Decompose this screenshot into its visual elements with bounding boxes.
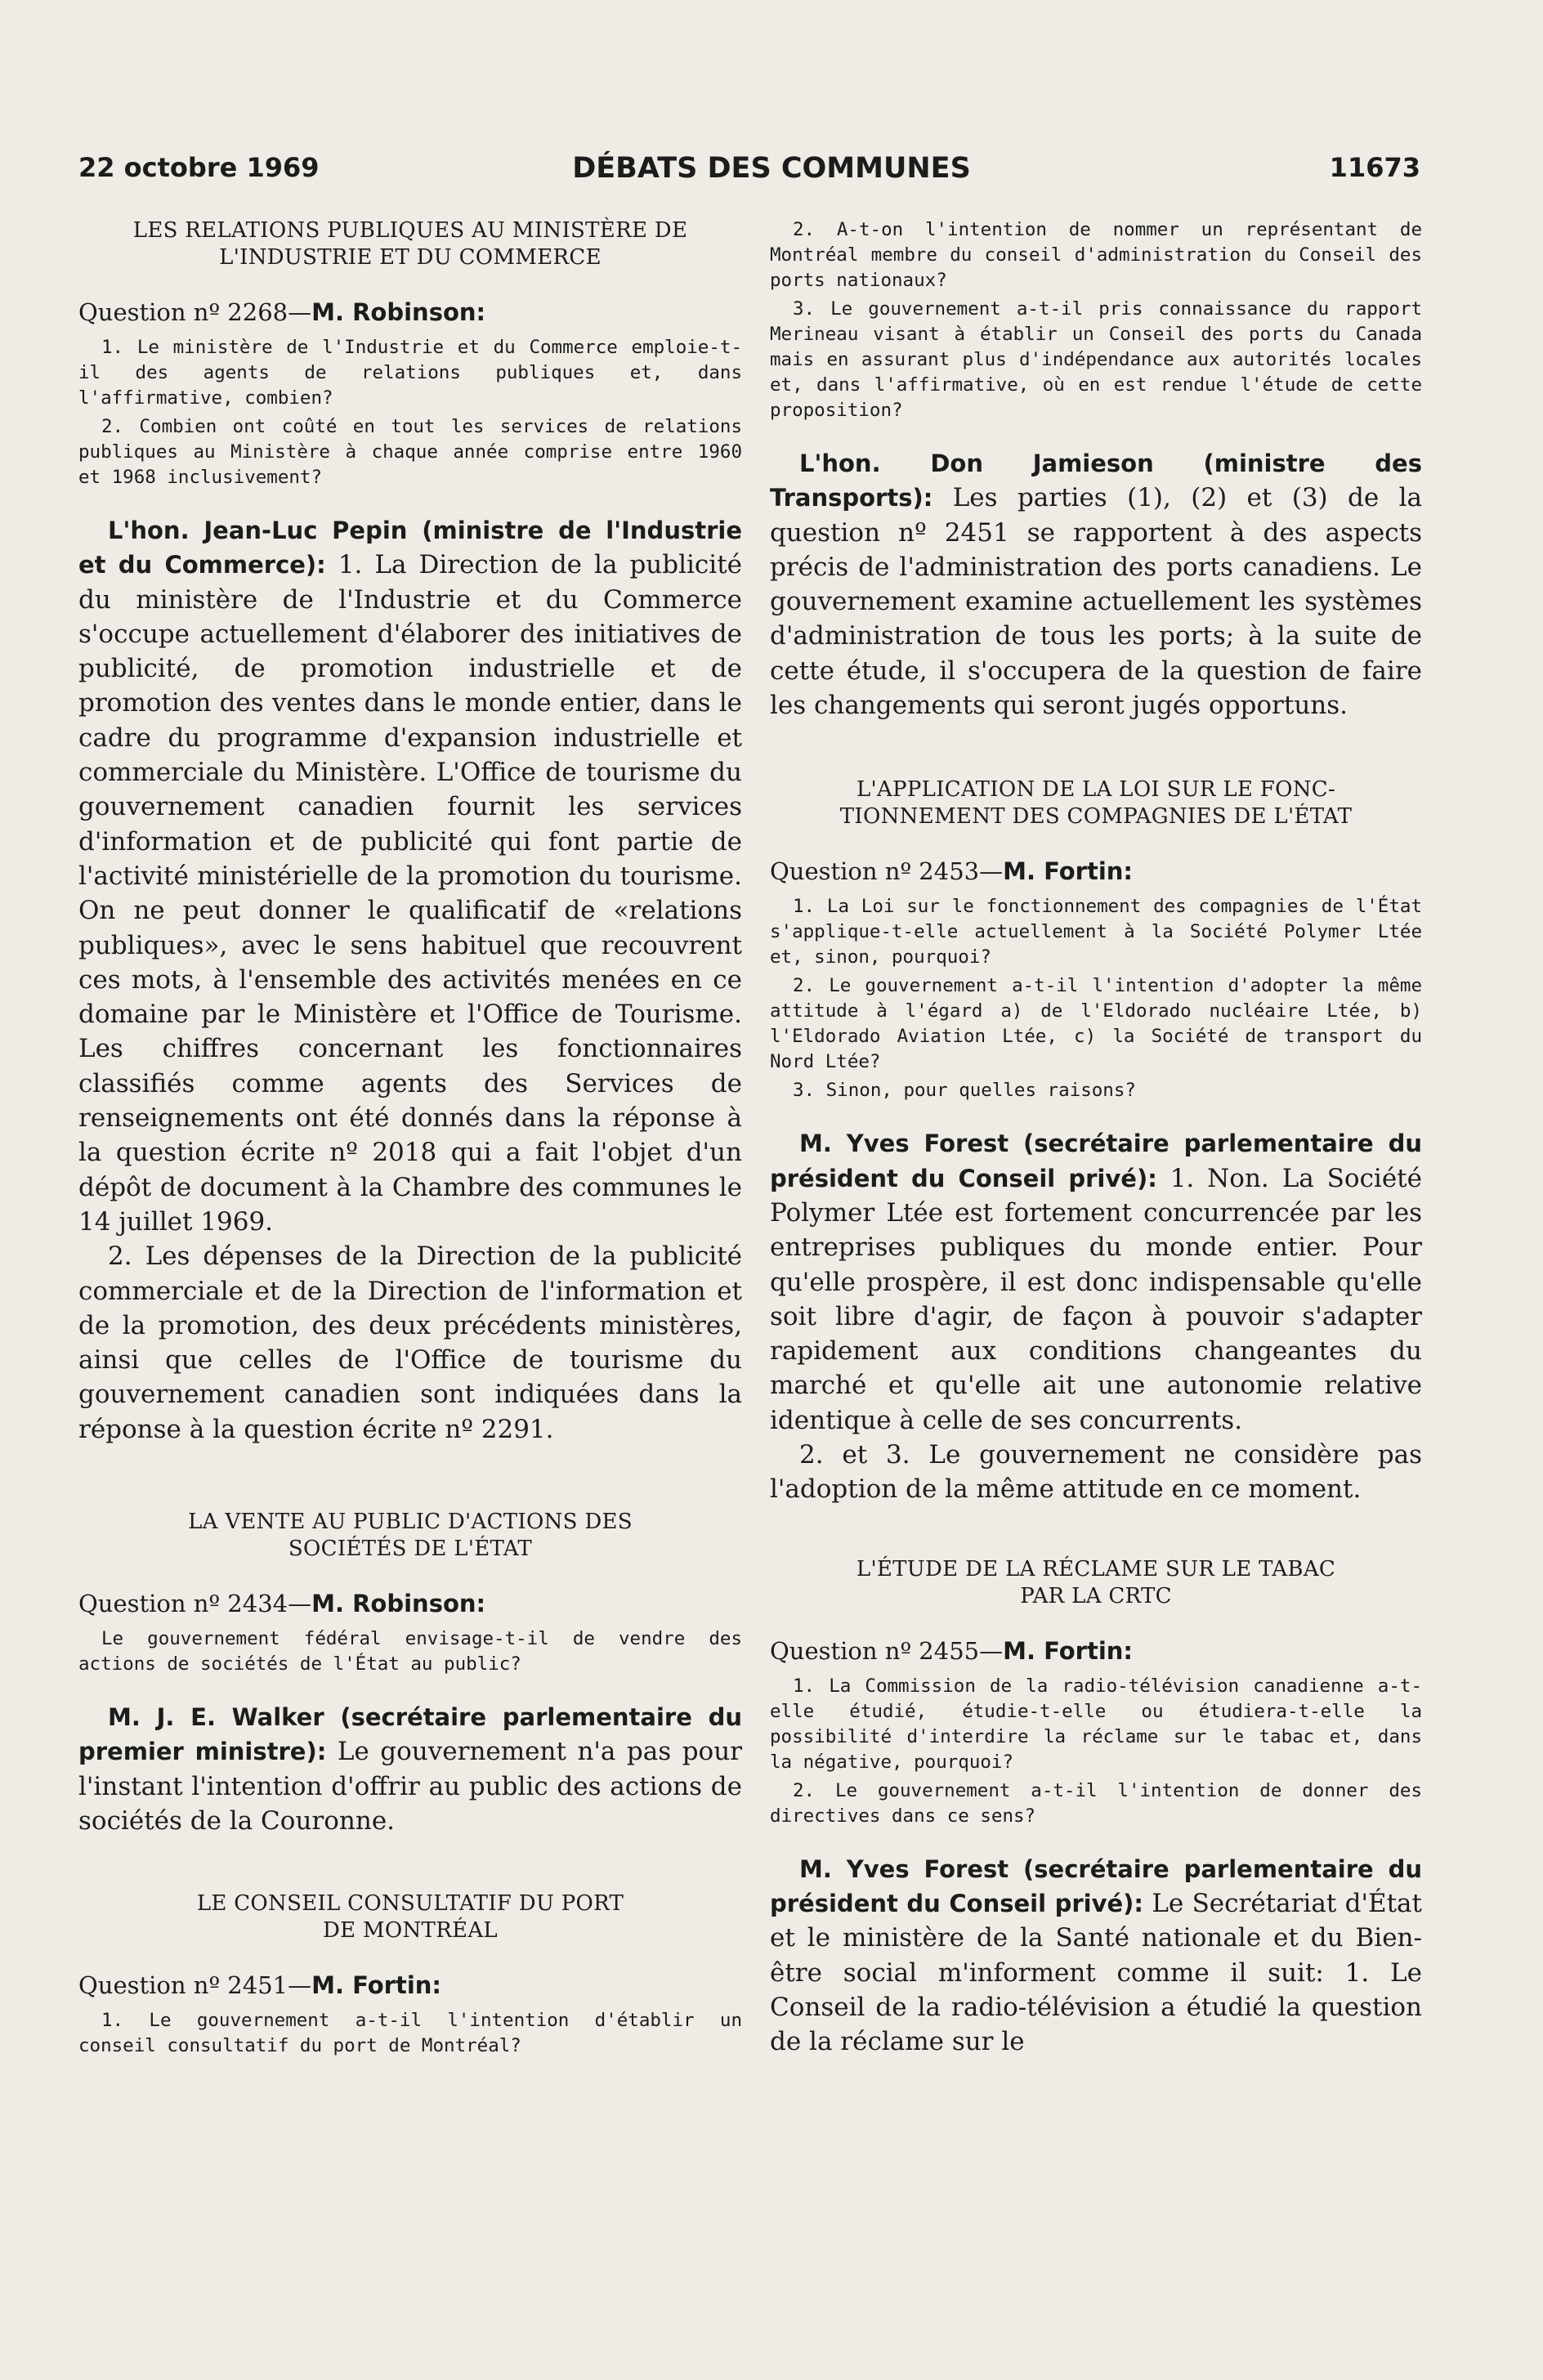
answer-paragraph: [770, 1126, 1422, 1438]
question-text: Le gouvernement fédéral envisage-t-il de vendre des actions de sociétés de l'État au public?: [78, 1628, 742, 1675]
answer-paragraph: 2. Les dépenses de la Direction de la publicité commerciale et de la Direction de l'information et de la promotion, des deux précédents ministères, ainsi que celles de l'Office de tourisme du gouvernement canadien sont indiquées dans la réponse à la question écrite nº 2291.: [78, 1241, 742, 1444]
heading-line: LE CONSEIL CONSULTATIF DU PORT: [196, 1891, 624, 1917]
question-number: Question nº 2455—: [770, 1636, 1004, 1665]
speaker: M. J. E. Walker (secrétaire parlementaire du premier ministre):: [78, 1703, 742, 1766]
answer-paragraph: [78, 1700, 742, 1838]
answer-paragraph: [78, 513, 742, 1239]
question-text: 2. Le gouvernement a-t-il l'intention d'adopter la même attitude à l'égard a) de l'Eldorado nucléaire Ltée, b) l'Eldorado Aviation Ltée, c) la Société de transport du Nord Ltée?: [770, 975, 1422, 1073]
question-text: 2. Le gouvernement a-t-il l'intention de donner des directives dans ce sens?: [770, 1779, 1422, 1827]
question-asker: M. Robinson:: [311, 1590, 486, 1618]
question-asker: M. Fortin:: [311, 1971, 442, 2000]
left-column: [78, 217, 742, 2062]
right-column: [770, 217, 1422, 2059]
question-line: [78, 1969, 742, 2002]
question-asker: M. Fortin:: [1003, 857, 1134, 886]
speaker: L'hon. Don Jamieson (ministre des Transports):: [770, 450, 1422, 512]
answer-paragraph: [770, 446, 1422, 722]
section-heading: [770, 1556, 1422, 1610]
header-date: 22 octobre 1969: [78, 152, 320, 183]
answer-text: 1. Non. La Société Polymer Ltée est fortement concurrencée par les entreprises publiques du monde entier. Pour qu'elle prospère, il est donc indispensable qu'elle soit libre d'agir, de façon à pouvoir s'adapter rapidement aux conditions changeantes du marché et qu'elle ait une autonomie relative identique à celle de ses concurrents.: [770, 1163, 1422, 1435]
header-page-number: 11673: [1329, 152, 1420, 183]
heading-line: L'INDUSTRIE ET DU COMMERCE: [219, 245, 602, 270]
section-heading: [78, 217, 742, 271]
question-number: Question nº 2453—: [770, 857, 1004, 886]
question-text: 3. Sinon, pour quelles raisons?: [793, 1080, 1136, 1102]
question-text: 1. La Commission de la radio-télévision canadienne a-t-elle étudié, étudie-t-elle ou étudiera-t-elle la possibilité d'interdire la réclame sur le tabac et, dans la négative, pourquoi?: [770, 1675, 1422, 1773]
speaker: L'hon. Jean-Luc Pepin (ministre de l'Industrie et du Commerce):: [78, 517, 742, 579]
question-line: [770, 855, 1422, 888]
question-line: [770, 1635, 1422, 1667]
question-text: 1. Le gouvernement a-t-il l'intention d'établir un conseil consultatif du port de Montréal?: [78, 2010, 742, 2057]
header-title: DÉBATS DES COMMUNES: [572, 152, 971, 185]
answer-paragraph: 2. et 3. Le gouvernement ne considère pas l'adoption de la même attitude en ce moment.: [770, 1440, 1422, 1505]
section-heading: [78, 1890, 742, 1944]
heading-line: L'ÉTUDE DE LA RÉCLAME SUR LE TABAC: [856, 1556, 1336, 1581]
answer-paragraph: [770, 1852, 1422, 2060]
question-text: 3. Le gouvernement a-t-il pris connaissance du rapport Merineau visant à établir un Conseil des ports du Canada mais en assurant plus d'indépendance aux autorités locales et, dans l'affirmative, où en est rendue l'étude de cette proposition?: [770, 298, 1422, 421]
heading-line: LES RELATIONS PUBLIQUES AU MINISTÈRE DE: [132, 218, 688, 243]
section-heading: [78, 1509, 742, 1563]
heading-line: DE MONTRÉAL: [322, 1918, 499, 1944]
speaker: M. Yves Forest (secrétaire parlementaire du président du Conseil privé):: [770, 1130, 1422, 1192]
page-header: [0, 152, 1543, 193]
question-text: 2. A-t-on l'intention de nommer un représentant de Montréal membre du conseil d'administration du Conseil des ports nationaux?: [770, 219, 1422, 291]
question-line: [78, 296, 742, 329]
answer-text: 1. La Direction de la publicité du ministère de l'Industrie et du Commerce s'occupe actuellement d'élaborer des initiatives de publicité, de promotion industrielle et de promotion des ventes dans le monde entier, dans le cadre du programme d'expansion industrielle et commerciale du Ministère. L'Office de tourisme du gouvernement canadien fournit les services d'information et de publicité qui font partie de l'activité ministérielle de la promotion du tourisme. On ne peut donner le qualificatif de «relations publiques», avec le sens habituel que recouvrent ces mots, à l'ensemble des activités menées en ce domaine par le Ministère et l'Office de Tourisme. Les chiffres concernant les fonctionnaires classifiés comme agents des Services de renseignements ont été donnés dans la réponse à la question écrite nº 2018 qui a fait l'objet d'un dépôt de document à la Chambre des communes le 14 juillet 1969.: [78, 550, 743, 1237]
question-asker: M. Fortin:: [1003, 1636, 1134, 1665]
question-number: Question nº 2451—: [78, 1971, 312, 2000]
question-text: 1. La Loi sur le fonctionnement des compagnies de l'État s'applique-t-elle actuellement à la Société Polymer Ltée et, sinon, pourquoi?: [770, 896, 1422, 969]
question-number: Question nº 2434—: [78, 1590, 312, 1618]
heading-line: PAR LA CRTC: [1020, 1583, 1172, 1608]
answer-text: Le gouvernement n'a pas pour l'instant l'intention d'offrir au public des actions de sociétés de la Couronne.: [78, 1737, 742, 1836]
heading-line: SOCIÉTÉS DE L'ÉTAT: [288, 1537, 533, 1562]
answer-text: Le Secrétariat d'État et le ministère de la Santé nationale et du Bien-être social m'informent comme il suit: 1. Le Conseil de la radio-télévision a étudié la question de la réclame sur le: [770, 1888, 1422, 2057]
heading-line: L'APPLICATION DE LA LOI SUR LE FONC-: [856, 777, 1336, 803]
answer-text: Les parties (1), (2) et (3) de la question nº 2451 se rapportent à des aspects précis de l'administration des ports canadiens. Le gouvernement examine actuellement les systèmes d'administration de tous les ports; à la suite de cette étude, il s'occupera de la question de faire les changements qui seront jugés opportuns.: [770, 483, 1422, 721]
heading-line: TIONNEMENT DES COMPAGNIES DE L'ÉTAT: [839, 804, 1353, 830]
speaker: M. Yves Forest (secrétaire parlementaire du président du Conseil privé):: [770, 1854, 1422, 1917]
question-number: Question nº 2268—: [78, 298, 312, 326]
question-line: [78, 1587, 742, 1620]
question-asker: M. Robinson:: [311, 298, 486, 326]
question-text: 2. Combien ont coûté en tout les services de relations publiques au Ministère à chaque année comprise entre 1960 et 1968 inclusivement?: [78, 416, 742, 488]
heading-line: LA VENTE AU PUBLIC D'ACTIONS DES: [188, 1510, 633, 1535]
section-heading: [770, 776, 1422, 830]
question-text: 1. Le ministère de l'Industrie et du Commerce emploie-t-il des agents de relations publiques et, dans l'affirmative, combien?: [78, 337, 742, 409]
